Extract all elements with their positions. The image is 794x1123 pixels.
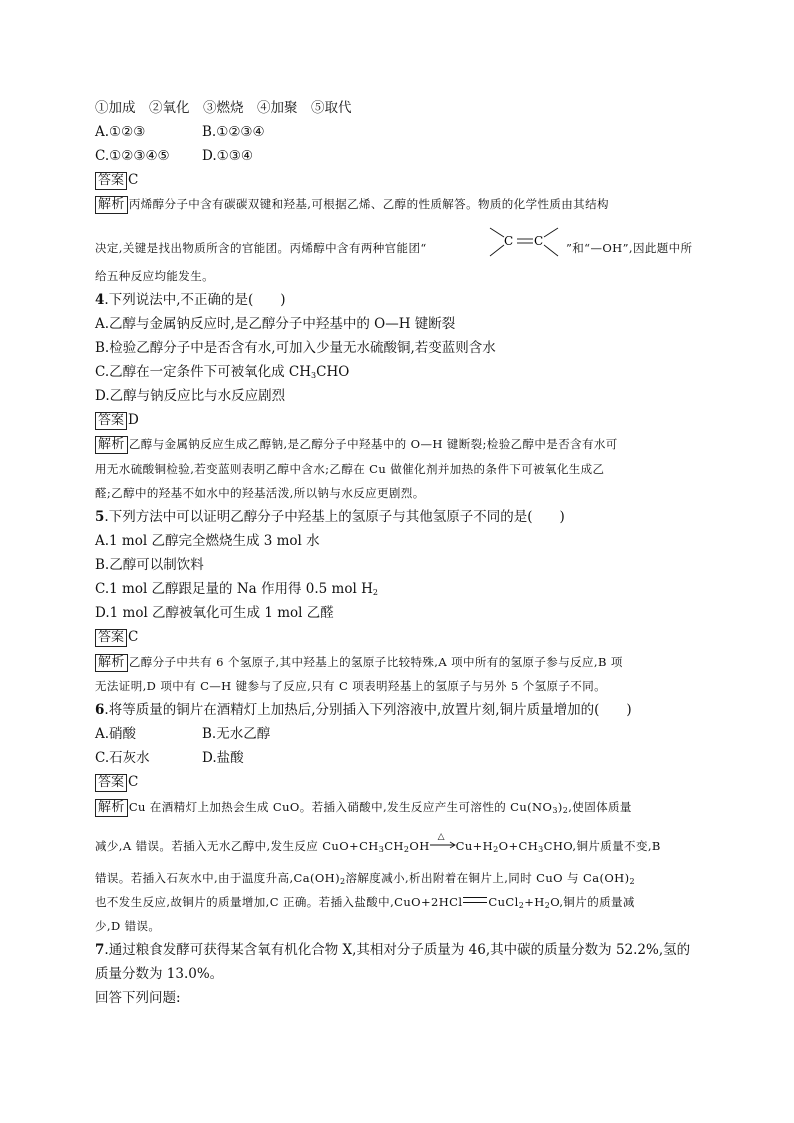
q5-explanation-line2: 无法证明,D 项中有 C—H 键参与了反应,只有 C 项表明羟基上的氢原子与另外 5 个氢原子不同。 [95,679,607,693]
explanation-text: 丙烯醇分子中含有碳碳双键和羟基,可根据乙烯、乙醇的性质解答。物质的化学性质由其结构 [128,197,609,211]
subscript: 2 [372,588,378,597]
q6-explanation-line3 [95,868,635,888]
q3-choices: ①加成 ②氧化 ③燃烧 ④加聚 ⑤取代 [95,100,352,116]
q3-option-a[interactable]: A.①②③ [95,124,146,140]
q6-stem-text: .将等质量的铜片在酒精灯上加热后,分别插入下列溶液中,放置片刻,铜片质量增加的( ) [104,702,632,718]
explanation-text: ,使固体质量 [568,800,632,814]
q3-explanation-line3: 给五种反应均能发生。 [95,269,214,283]
explanation-text: 乙醇与金属钠反应生成乙醇钠,是乙醇分子中羟基中的 O—H 键断裂;检验乙醇中是否含有水可 [128,437,618,451]
q4-option-c-text-end: CHO [316,364,350,380]
answer-value: C [128,629,139,645]
answer-value: D [128,412,139,428]
explanation-text: Cu+H [455,839,494,853]
q6-explanation-line2 [95,832,661,856]
q3-answer [95,170,138,190]
explanation-text: CH [384,839,404,853]
q6-explanation-line4 [95,892,635,912]
q7-stem-line2: 质量分数为 13.0%。 [95,966,224,982]
q7-number: 7 [95,942,105,958]
explanation-label: 解析 [95,799,128,817]
q7-stem-line1 [95,940,690,960]
q5-explanation-line1 [95,652,623,672]
q4-explanation-line1 [95,434,618,454]
explanation-text: 乙醇分子中共有 6 个氢原子,其中羟基上的氢原子比较特殊,A 项中所有的氢原子参与反应,B 项 [128,655,623,669]
subscript: 2 [493,845,499,854]
answer-label: 答案 [95,774,127,792]
q4-stem-text: .下列说法中,不正确的是( ) [104,292,286,308]
explanation-label: 解析 [95,654,128,672]
heat-symbol: △ [437,832,445,842]
subscript: 2 [629,877,635,886]
q3-explanation-line2a: 决定,关键是找出物质所含的官能团。丙烯醇中含有两种官能团“ [95,241,427,255]
subscript: 3 [538,845,544,854]
q4-option-d[interactable]: D.乙醇与钠反应比与水反应剧烈 [95,388,286,404]
answer-value: C [128,172,139,188]
explanation-text: CuCl [488,895,519,909]
q3-option-c[interactable]: C.①②③④⑤ [95,148,170,164]
q4-option-b[interactable]: B.检验乙醇分子中是否含有水,可加入少量无水硫酸铜,若变蓝则含水 [95,340,496,356]
explanation-text: ) [557,800,563,814]
q5-option-c-text: C.1 mol 乙醇跟足量的 Na 作用得 0.5 mol H [95,581,373,597]
q6-option-a[interactable]: A.硝酸 [95,726,137,742]
subscript: 2 [562,806,569,815]
q4-explanation-line3: 醛;乙醇中的羟基不如水中的羟基活泼,所以钠与水反应更剧烈。 [95,486,425,500]
explanation-text: 也不发生反应,故铜片的质量增加,C 正确。若插入盐酸中,CuO+2HCl [95,895,463,909]
q5-option-d[interactable]: D.1 mol 乙醇被氧化可生成 1 mol 乙醛 [95,605,334,621]
q3-option-d[interactable]: D.①③④ [202,148,253,164]
q4-option-c-text: C.乙醇在一定条件下可被氧化成 CH [95,364,312,380]
q4-option-c[interactable] [95,362,349,382]
q6-number: 6 [95,702,105,718]
q3-option-b[interactable]: B.①②③④ [202,124,265,140]
q6-explanation-line1 [95,797,632,817]
q5-answer [95,627,138,647]
q4-number: 4 [95,292,105,308]
q4-option-a[interactable]: A.乙醇与金属钠反应时,是乙醇分子中羟基中的 O—H 键断裂 [95,316,456,332]
subscript: 2 [403,845,410,854]
explanation-text: Cu 在酒精灯上加热会生成 CuO。若插入硝酸中,发生反应产生可溶性的 Cu(NO [128,800,553,814]
explanation-text: 溶解度减小,析出附着在铜片上,同时 CuO 与 Ca(OH) [345,871,630,885]
q6-option-d[interactable]: D.盐酸 [202,750,244,766]
struct-carbon-1: C [504,234,514,248]
equals-sign-icon [463,897,487,903]
subscript: 3 [378,845,385,854]
explanation-text: 错误。若插入石灰水中,由于温度升高,Ca(OH) [95,871,340,885]
q5-option-a[interactable]: A.1 mol 乙醇完全燃烧生成 3 mol 水 [95,533,320,549]
explanation-text: O+CH [498,839,539,853]
struct-carbon-2: C [534,234,544,248]
q4-explanation-line2: 用无水硫酸铜检验,若变蓝则表明乙醇中含水;乙醇在 Cu 做催化剂并加热的条件下可被氧化生成乙 [95,462,605,476]
q4-stem [95,290,286,310]
explanation-text: OH [409,839,430,853]
subscript: 3 [311,371,317,380]
explanation-text: O,铜片的质量减 [550,895,635,909]
subscript: 2 [340,877,346,886]
q5-stem [95,507,565,527]
subscript: 2 [518,901,525,910]
q6-option-c[interactable]: C.石灰水 [95,750,150,766]
q3-explanation-line1 [95,194,609,214]
q6-answer [95,772,138,792]
explanation-label: 解析 [95,436,128,454]
answer-label: 答案 [95,412,127,430]
q5-number: 5 [95,509,105,525]
subscript: 3 [552,806,558,815]
explanation-text: CHO,铜片质量不变,B [543,839,661,853]
q6-stem [95,700,632,720]
q7-stem-line3: 回答下列问题: [95,990,181,1006]
q5-stem-text: .下列方法中可以证明乙醇分子中羟基上的氢原子与其他氢原子不同的是( ) [104,509,565,525]
q5-option-c[interactable] [95,579,378,599]
explanation-text: +H [524,895,545,909]
q5-option-b[interactable]: B.乙醇可以制饮料 [95,557,204,573]
answer-label: 答案 [95,172,127,190]
q3-explanation-line2b: ”和“—OH”,因此题中所 [566,241,693,255]
answer-label: 答案 [95,629,127,647]
q4-answer [95,410,139,430]
answer-value: C [128,774,139,790]
heating-arrow-icon [430,832,456,852]
q6-explanation-line5: 少,D 错误。 [95,919,161,933]
q6-option-b[interactable]: B.无水乙醇 [202,726,271,742]
subscript: 2 [544,901,551,910]
carbon-double-bond-structure [484,224,564,264]
explanation-label: 解析 [95,196,128,214]
q7-stem-text: .通过粮食发酵可获得某含氧有机化合物 X,其相对分子质量为 46,其中碳的质量分数为 52.2%,氢的 [104,942,691,958]
explanation-text: 减少,A 错误。若插入无水乙醇中,发生反应 CuO+CH [95,839,379,853]
